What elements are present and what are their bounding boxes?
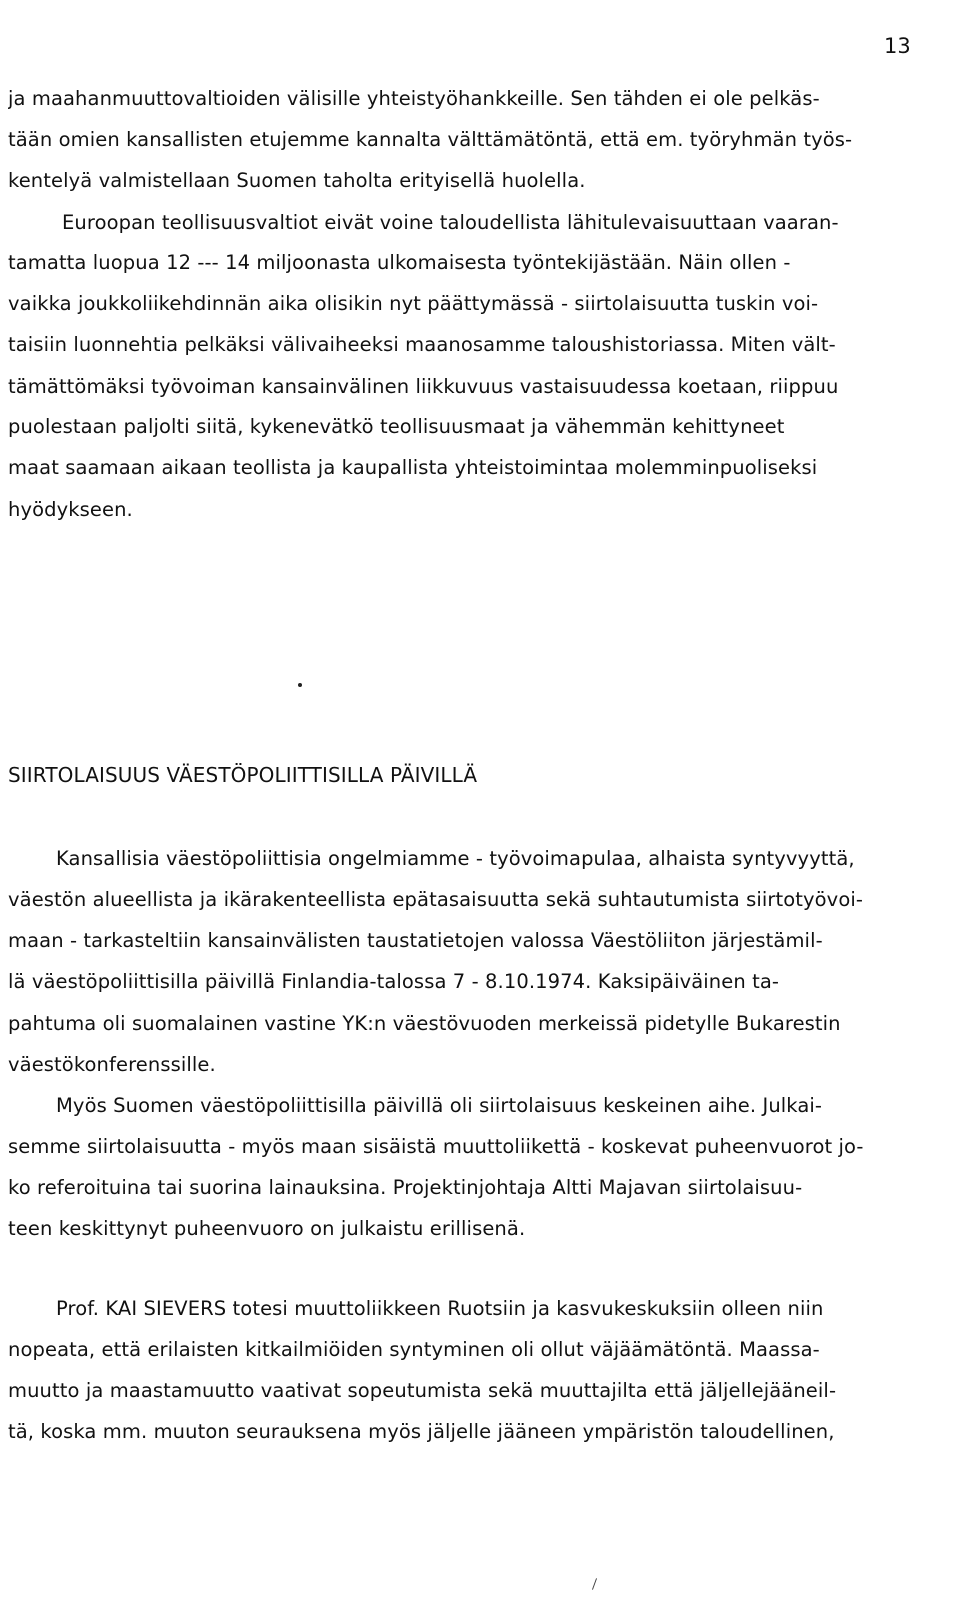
text-line: väestön alueellista ja ikärakenteellista epätasaisuutta sekä suhtautumista siirtotyövoi- bbox=[8, 888, 864, 911]
text-line: nopeata, että erilaisten kitkailmiöiden syntyminen oli ollut väjäämätöntä. Maassa- bbox=[8, 1338, 820, 1361]
text-line: hyödykseen. bbox=[8, 498, 133, 521]
text-line: väestökonferenssille. bbox=[8, 1053, 216, 1076]
text-line: ja maahanmuuttovaltioiden välisille yhteistyöhankkeille. Sen tähden ei ole pelkäs- bbox=[8, 87, 820, 110]
text-line: semme siirtolaisuutta - myös maan sisäistä muuttoliikettä - koskevat puheenvuorot jo- bbox=[8, 1135, 864, 1158]
page-number: 13 bbox=[884, 34, 911, 58]
text-line: tään omien kansallisten etujemme kannalta välttämätöntä, että em. työryhmän työs- bbox=[8, 128, 853, 151]
text-line: tä, koska mm. muuton seurauksena myös jäljelle jääneen ympäristön taloudellinen, bbox=[8, 1420, 835, 1443]
text-line: Kansallisia väestöpoliittisia ongelmiamme - työvoimapulaa, alhaista syntyvyyttä, bbox=[56, 847, 855, 870]
stray-mark bbox=[592, 1578, 597, 1590]
text-line: ko referoituina tai suorina lainauksina. Projektinjohtaja Altti Majavan siirtolaisuu- bbox=[8, 1176, 803, 1199]
text-line: taisiin luonnehtia pelkäksi välivaiheeksi maanosamme taloushistoriassa. Miten vält- bbox=[8, 333, 836, 356]
stray-dot bbox=[298, 683, 302, 687]
text-line: kentelyä valmistellaan Suomen taholta erityisellä huolella. bbox=[8, 169, 586, 192]
text-line: lä väestöpoliittisilla päivillä Finlandia-talossa 7 - 8.10.1974. Kaksipäiväinen ta- bbox=[8, 970, 780, 993]
text-line: Euroopan teollisuusvaltiot eivät voine taloudellista lähitulevaisuuttaan vaaran- bbox=[62, 211, 839, 234]
text-line: muutto ja maastamuutto vaativat sopeutumista sekä muuttajilta että jäljellejääneil- bbox=[8, 1379, 837, 1402]
text-line: pahtuma oli suomalainen vastine YK:n väestövuoden merkeissä pidetylle Bukarestin bbox=[8, 1012, 841, 1035]
text-line: tamatta luopua 12 --- 14 miljoonasta ulkomaisesta työntekijästään. Näin ollen - bbox=[8, 251, 791, 274]
text-line: teen keskittynyt puheenvuoro on julkaistu erillisenä. bbox=[8, 1217, 526, 1240]
text-line: maan - tarkasteltiin kansainvälisten taustatietojen valossa Väestöliiton järjestämil- bbox=[8, 929, 823, 952]
text-line: maat saamaan aikaan teollista ja kaupallista yhteistoimintaa molemminpuoliseksi bbox=[8, 456, 818, 479]
text-line: Myös Suomen väestöpoliittisilla päivillä oli siirtolaisuus keskeinen aihe. Julkai- bbox=[56, 1094, 823, 1117]
text-line: Prof. KAI SIEVERS totesi muuttoliikkeen Ruotsiin ja kasvukeskuksiin olleen niin bbox=[56, 1297, 824, 1320]
text-line: tämättömäksi työvoiman kansainvälinen liikkuvuus vastaisuudessa koetaan, riippuu bbox=[8, 375, 839, 398]
text-line: vaikka joukkoliikehdinnän aika olisikin nyt päättymässä - siirtolaisuutta tuskin voi- bbox=[8, 292, 819, 315]
text-line: puolestaan paljolti siitä, kykenevätkö teollisuusmaat ja vähemmän kehittyneet bbox=[8, 415, 785, 438]
section-heading: SIIRTOLAISUUS VÄESTÖPOLIITTISILLA PÄIVILLÄ bbox=[8, 763, 478, 787]
